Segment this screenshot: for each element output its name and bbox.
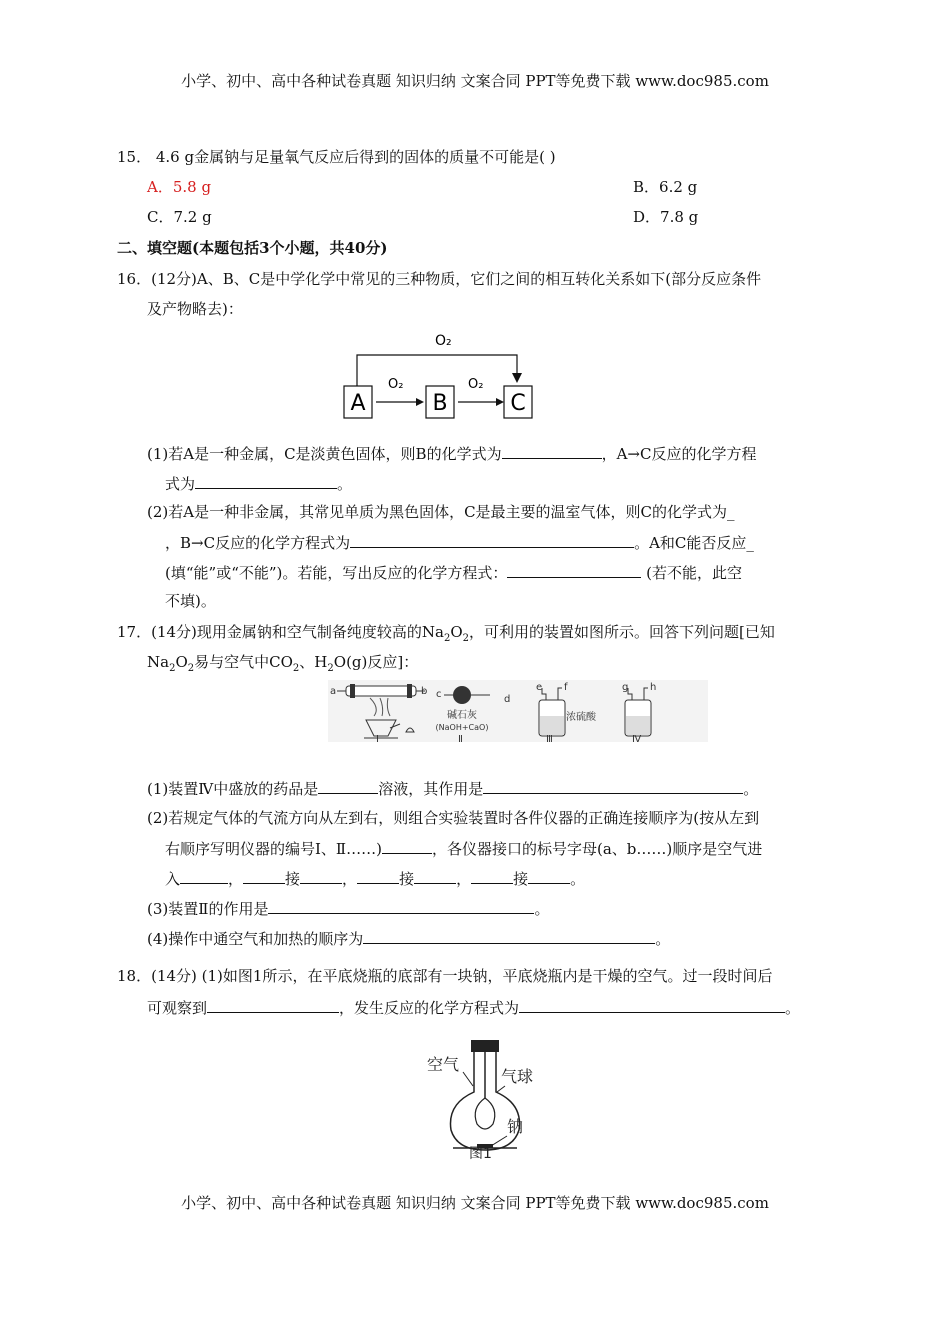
q16-part2-line1: (2)若A是一种非金属，其常见单质为黑色固体，C是最主要的温室气体，则C的化学式为_: [147, 503, 735, 521]
port-a: a: [330, 686, 337, 697]
diagram-arrow2-label: O₂: [468, 377, 484, 392]
answer-blank-a-to-c-equation[interactable]: [195, 472, 337, 489]
acid-label: 浓硫酸: [566, 712, 596, 723]
q15-option-a: A．5.8 g: [147, 178, 212, 196]
answer-blank-port5[interactable]: [414, 867, 456, 884]
label-II: Ⅱ: [458, 734, 463, 742]
q17-part2-line2: 右顺序写明仪器的编号Ⅰ、Ⅱ……) ，各仪器接口的标号字母(a、b……)顺序是空气进: [165, 837, 762, 859]
port-d: d: [504, 694, 511, 705]
q15-option-d: D．7.8 g: [633, 208, 699, 226]
figure-1-flask: [415, 1040, 545, 1160]
answer-blank-reagent[interactable]: [318, 777, 378, 794]
q16-part2-line3: (填“能”或“不能”)。若能，写出反应的化学方程式： (若不能，此空: [165, 561, 742, 583]
q15-option-b: B．6.2 g: [633, 178, 698, 196]
figure-1-caption: 图1: [469, 1146, 492, 1160]
q18-line1: 18．(14分) (1)如图1所示，在平底烧瓶的底部有一块钠，平底烧瓶内是干燥的空气。过一段时间后: [117, 967, 773, 985]
lime-formula-label: (NaOH+CaO): [435, 723, 489, 732]
port-f: f: [564, 682, 568, 693]
answer-blank-order[interactable]: [382, 837, 432, 854]
answer-blank-port2[interactable]: [243, 867, 285, 884]
answer-blank-port3[interactable]: [300, 867, 342, 884]
answer-blank-b-formula[interactable]: [502, 442, 602, 459]
port-b: b: [421, 686, 428, 697]
answer-blank-port1[interactable]: [180, 867, 228, 884]
answer-blank-port4[interactable]: [357, 867, 399, 884]
port-h: h: [650, 682, 657, 693]
label-III: Ⅲ: [546, 734, 553, 742]
label-balloon: 气球: [501, 1067, 534, 1086]
label-air: 空气: [427, 1055, 460, 1074]
q17-line2: $Na_2O_2$易与空气中$CO_2$、$H_2O(g)$反应]：: [147, 653, 419, 674]
answer-blank-device2-role[interactable]: [268, 897, 534, 914]
answer-blank-a-c-equation[interactable]: [507, 561, 641, 578]
q17-line1: 17．(14分)现用金属钠和空气制备纯度较高的$Na_2O_2$，可利用的装置如图所示。回答下列问题[已知: [117, 623, 775, 644]
answer-blank-port6[interactable]: [471, 867, 513, 884]
lime-label: 碱石灰: [447, 710, 477, 721]
label-sodium: 钠: [507, 1117, 524, 1136]
q17-part1: (1)装置Ⅳ中盛放的药品是 溶液，其作用是 。: [147, 777, 758, 799]
diagram-box-b: B: [432, 391, 448, 416]
port-e: e: [536, 682, 543, 693]
q16-part1-line1: (1)若A是一种金属，C是淡黄色固体，则B的化学式为 ，A→C反应的化学方程: [147, 442, 756, 464]
q16-line2: 及产物略去)：: [147, 300, 243, 318]
port-c: c: [436, 689, 442, 700]
diagram-box-c: C: [510, 391, 526, 416]
q17-part2-line1: (2)若规定气体的气流方向从左到右，则组合实验装置时各件仪器的正确连接顺序为(按从左到: [147, 809, 760, 827]
label-I: Ⅰ: [376, 734, 379, 742]
port-g: g: [622, 682, 629, 693]
q15-stem: 15． 4.6 g金属钠与足量氧气反应后得到的固体的质量不可能是( ): [117, 148, 556, 166]
diagram-arrow1-label: O₂: [388, 377, 404, 392]
diagram-box-a: A: [350, 391, 366, 416]
page-header: 小学、初中、高中各种试卷真题 知识归纳 文案合同 PPT等免费下载 www.doc985.com: [181, 72, 769, 90]
label-IV: Ⅳ: [632, 734, 642, 742]
q17-part2-line3: 入 ， 接 ， 接 ， 接 。: [165, 867, 585, 889]
q15-option-c: C．7.2 g: [147, 208, 212, 226]
q16-part1-line2: 式为 。: [165, 472, 352, 494]
diagram-top-o2: O₂: [435, 333, 452, 349]
answer-blank-port7[interactable]: [528, 867, 570, 884]
apparatus-figure: [328, 680, 708, 742]
q17-part3: (3)装置Ⅱ的作用是 。: [147, 897, 549, 919]
abc-conversion-diagram: [330, 325, 550, 425]
q17-part4: (4)操作中通空气和加热的顺序为 。: [147, 927, 670, 949]
q18-line2: 可观察到 ，发生反应的化学方程式为 。: [147, 996, 800, 1018]
answer-blank-observation[interactable]: [207, 996, 339, 1013]
section-heading: 二、填空题(本题包括3个小题，共40分): [117, 239, 388, 257]
answer-blank-equation[interactable]: [519, 996, 785, 1013]
q16-line1: 16．(12分)A、B、C是中学化学中常见的三种物质，它们之间的相互转化关系如下(部分反应条件: [117, 270, 762, 288]
answer-blank-sequence[interactable]: [363, 927, 655, 944]
answer-blank-purpose[interactable]: [483, 777, 743, 794]
q16-part2-line2: ，B→C反应的化学方程式为 。A和C能否反应_: [165, 531, 754, 553]
page-footer: 小学、初中、高中各种试卷真题 知识归纳 文案合同 PPT等免费下载 www.doc985.com: [181, 1194, 769, 1212]
q16-part2-line4: 不填)。: [165, 592, 216, 610]
answer-blank-b-to-c-equation[interactable]: [350, 531, 634, 548]
